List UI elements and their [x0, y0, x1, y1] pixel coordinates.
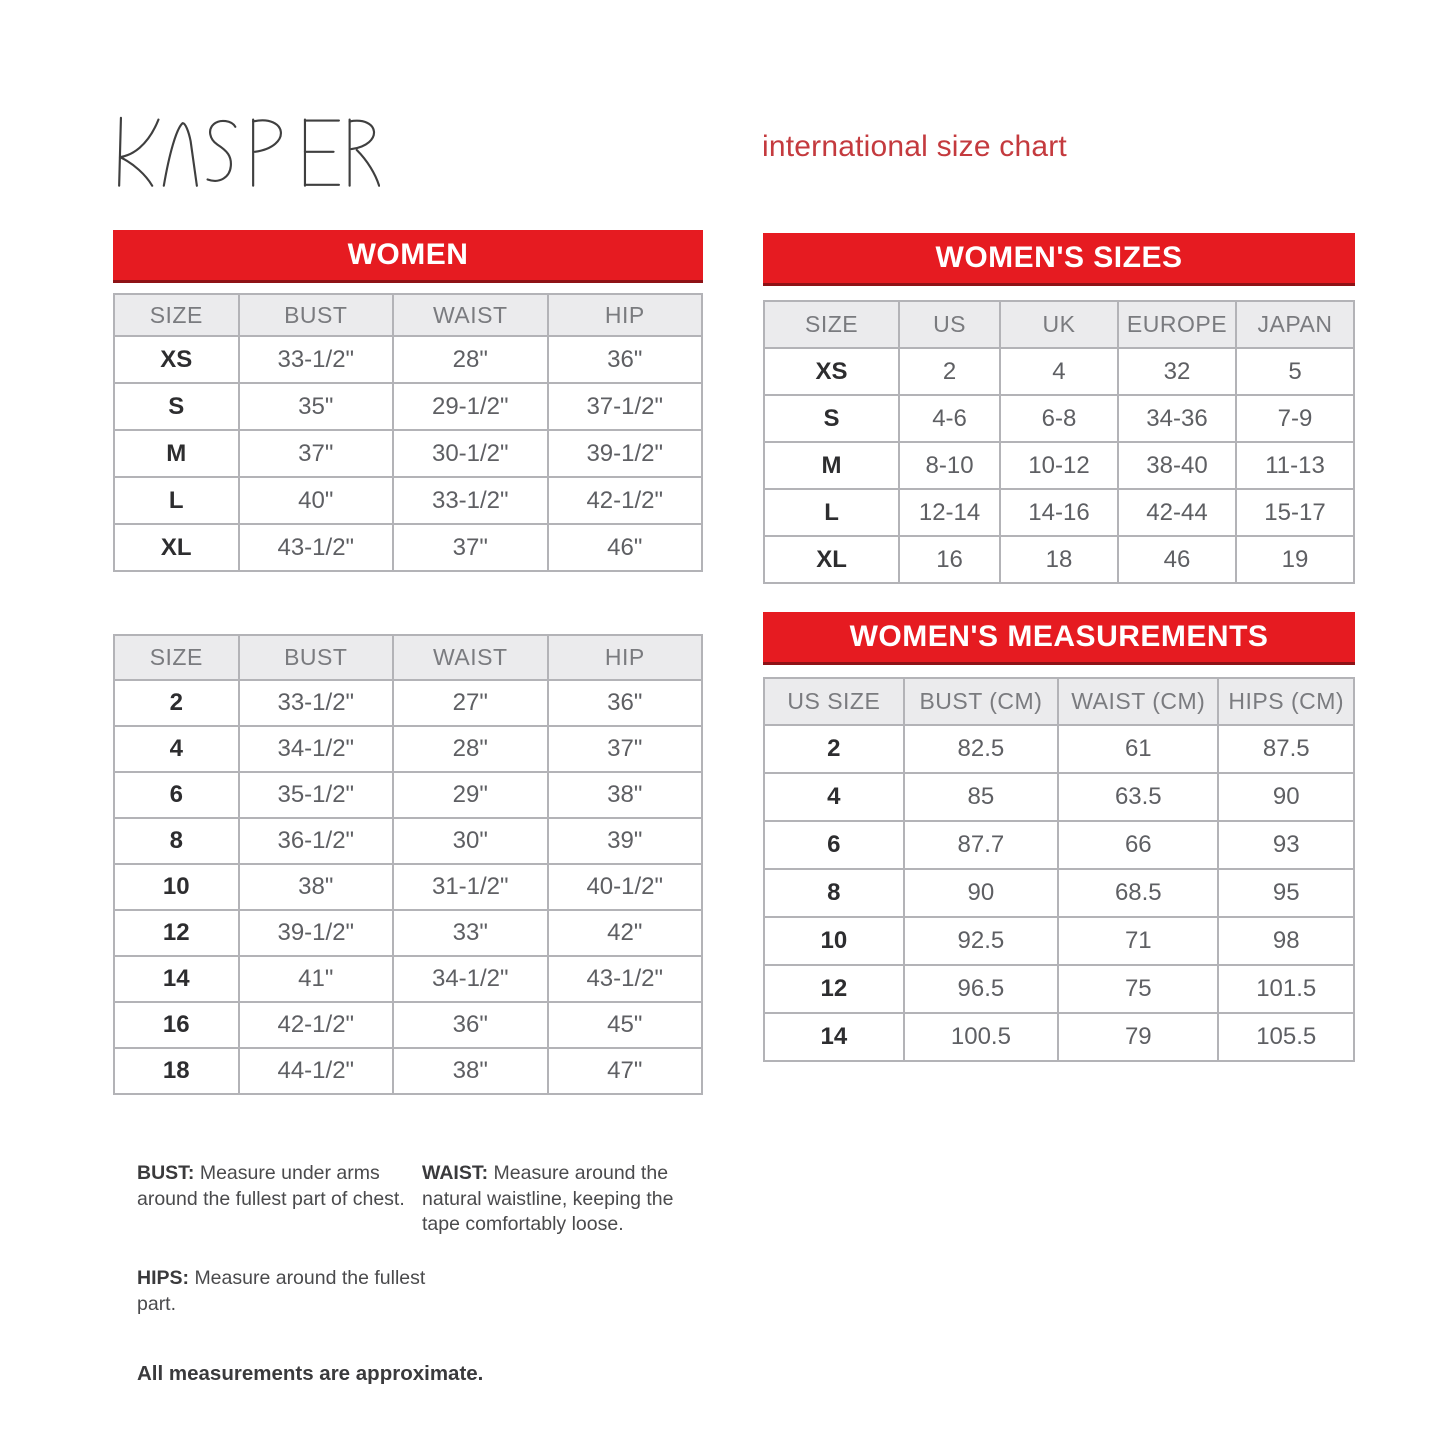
value-cell: 71	[1058, 917, 1218, 965]
women-numeric-size-table	[113, 634, 703, 1095]
note-waist	[422, 1161, 702, 1238]
table-row	[114, 336, 702, 383]
value-cell: 29"	[393, 772, 547, 818]
header-row	[114, 635, 702, 680]
size-cell: L	[114, 477, 239, 524]
value-cell: 2	[899, 348, 1000, 395]
value-cell: 42-1/2"	[548, 477, 703, 524]
table-row	[114, 680, 702, 726]
value-cell: 42"	[548, 910, 703, 956]
note-bust-label: BUST:	[137, 1162, 195, 1184]
column-header-cell: SIZE	[764, 301, 899, 348]
value-cell: 66	[1058, 821, 1218, 869]
women-table-title-bar: WOMEN	[113, 230, 703, 283]
value-cell: 39"	[548, 818, 703, 864]
value-cell: 30"	[393, 818, 547, 864]
value-cell: 101.5	[1218, 965, 1354, 1013]
size-cell: M	[764, 442, 899, 489]
table-row	[764, 536, 1354, 583]
value-cell: 100.5	[904, 1013, 1058, 1061]
value-cell: 34-1/2"	[393, 956, 547, 1002]
value-cell: 68.5	[1058, 869, 1218, 917]
table-row	[114, 1002, 702, 1048]
kasper-logo-art	[112, 104, 380, 196]
value-cell: 41"	[239, 956, 393, 1002]
table-row	[114, 910, 702, 956]
size-cell: 6	[114, 772, 239, 818]
size-cell: S	[114, 383, 239, 430]
value-cell: 4-6	[899, 395, 1000, 442]
table-row	[764, 1013, 1354, 1061]
value-cell: 5	[1236, 348, 1354, 395]
value-cell: 29-1/2"	[393, 383, 547, 430]
right-column	[763, 233, 1355, 1062]
size-cell: XS	[114, 336, 239, 383]
value-cell: 19	[1236, 536, 1354, 583]
value-cell: 37-1/2"	[548, 383, 703, 430]
value-cell: 11-13	[1236, 442, 1354, 489]
size-cell: 4	[114, 726, 239, 772]
page-heading: international size chart	[762, 130, 1067, 163]
measurements-title-bar: WOMEN'S MEASUREMENTS	[763, 612, 1355, 665]
column-header-cell: SIZE	[114, 635, 239, 680]
table-row	[114, 956, 702, 1002]
left-column	[113, 230, 703, 1407]
size-cell: 18	[114, 1048, 239, 1094]
size-cell: M	[114, 430, 239, 477]
value-cell: 8-10	[899, 442, 1000, 489]
value-cell: 12-14	[899, 489, 1000, 536]
table-row	[114, 818, 702, 864]
value-cell: 105.5	[1218, 1013, 1354, 1061]
header-row	[114, 294, 702, 336]
value-cell: 98	[1218, 917, 1354, 965]
value-cell: 45"	[548, 1002, 703, 1048]
value-cell: 34-1/2"	[239, 726, 393, 772]
table-row	[764, 725, 1354, 773]
column-header-cell: SIZE	[114, 294, 239, 336]
size-cell: 2	[114, 680, 239, 726]
value-cell: 6-8	[1000, 395, 1118, 442]
column-header-cell: HIPS (CM)	[1218, 678, 1354, 725]
value-cell: 95	[1218, 869, 1354, 917]
women-alpha-size-table	[113, 293, 703, 572]
value-cell: 82.5	[904, 725, 1058, 773]
measuring-notes	[113, 1161, 703, 1387]
value-cell: 27"	[393, 680, 547, 726]
size-cell: 14	[114, 956, 239, 1002]
intl-sizes-title-bar: WOMEN'S SIZES	[763, 233, 1355, 286]
note-waist-text: Measure around the natural waistline, keeping the tape comfortably loose.	[422, 1162, 674, 1236]
value-cell: 7-9	[1236, 395, 1354, 442]
note-hips	[137, 1266, 437, 1317]
size-cell: 16	[114, 1002, 239, 1048]
column-header-cell: US SIZE	[764, 678, 904, 725]
value-cell: 39-1/2"	[239, 910, 393, 956]
value-cell: 75	[1058, 965, 1218, 1013]
value-cell: 46"	[548, 524, 703, 571]
value-cell: 39-1/2"	[548, 430, 703, 477]
value-cell: 87.7	[904, 821, 1058, 869]
note-bust	[137, 1161, 422, 1238]
value-cell: 42-1/2"	[239, 1002, 393, 1048]
value-cell: 42-44	[1118, 489, 1236, 536]
table-row	[764, 965, 1354, 1013]
size-cell: 8	[114, 818, 239, 864]
value-cell: 33-1/2"	[239, 336, 393, 383]
table-row	[114, 864, 702, 910]
value-cell: 37"	[239, 430, 393, 477]
value-cell: 63.5	[1058, 773, 1218, 821]
value-cell: 38"	[239, 864, 393, 910]
table-row	[114, 430, 702, 477]
table-row	[114, 772, 702, 818]
column-header-cell: EUROPE	[1118, 301, 1236, 348]
size-cell: XS	[764, 348, 899, 395]
value-cell: 43-1/2"	[239, 524, 393, 571]
value-cell: 35"	[239, 383, 393, 430]
column-header-cell: JAPAN	[1236, 301, 1354, 348]
size-cell: 4	[764, 773, 904, 821]
table-row	[114, 1048, 702, 1094]
value-cell: 32	[1118, 348, 1236, 395]
value-cell: 79	[1058, 1013, 1218, 1061]
column-header-cell: WAIST (CM)	[1058, 678, 1218, 725]
column-header-cell: BUST (CM)	[904, 678, 1058, 725]
value-cell: 10-12	[1000, 442, 1118, 489]
value-cell: 18	[1000, 536, 1118, 583]
value-cell: 4	[1000, 348, 1118, 395]
table-row	[114, 524, 702, 571]
value-cell: 33"	[393, 910, 547, 956]
value-cell: 90	[1218, 773, 1354, 821]
header-row	[764, 301, 1354, 348]
value-cell: 15-17	[1236, 489, 1354, 536]
value-cell: 87.5	[1218, 725, 1354, 773]
value-cell: 36"	[548, 680, 703, 726]
column-header-cell: BUST	[239, 294, 393, 336]
table-row	[764, 869, 1354, 917]
column-header-cell: US	[899, 301, 1000, 348]
size-cell: 6	[764, 821, 904, 869]
value-cell: 33-1/2"	[239, 680, 393, 726]
size-cell: XL	[114, 524, 239, 571]
column-header-cell: WAIST	[393, 635, 547, 680]
size-cell: XL	[764, 536, 899, 583]
size-cell: 12	[114, 910, 239, 956]
value-cell: 38-40	[1118, 442, 1236, 489]
column-header-cell: HIP	[548, 635, 703, 680]
value-cell: 37"	[548, 726, 703, 772]
note-waist-label: WAIST:	[422, 1162, 489, 1184]
intl-sizes-table	[763, 300, 1355, 584]
size-cell: S	[764, 395, 899, 442]
value-cell: 44-1/2"	[239, 1048, 393, 1094]
value-cell: 96.5	[904, 965, 1058, 1013]
table-row	[114, 477, 702, 524]
footer-note: All measurements are approximate.	[137, 1361, 484, 1385]
size-cell: 12	[764, 965, 904, 1013]
table-row	[764, 821, 1354, 869]
note-hips-text: Measure around the fullest part.	[137, 1267, 426, 1315]
value-cell: 31-1/2"	[393, 864, 547, 910]
value-cell: 40-1/2"	[548, 864, 703, 910]
size-cell: 14	[764, 1013, 904, 1061]
value-cell: 35-1/2"	[239, 772, 393, 818]
size-cell: 10	[114, 864, 239, 910]
column-header-cell: UK	[1000, 301, 1118, 348]
table-row	[764, 442, 1354, 489]
column-header-cell: HIP	[548, 294, 703, 336]
value-cell: 61	[1058, 725, 1218, 773]
measurements-table	[763, 677, 1355, 1062]
value-cell: 14-16	[1000, 489, 1118, 536]
value-cell: 34-36	[1118, 395, 1236, 442]
value-cell: 28"	[393, 726, 547, 772]
table-row	[764, 917, 1354, 965]
value-cell: 16	[899, 536, 1000, 583]
table-row	[764, 348, 1354, 395]
value-cell: 85	[904, 773, 1058, 821]
column-header-cell: WAIST	[393, 294, 547, 336]
notes-grid	[137, 1161, 703, 1238]
value-cell: 43-1/2"	[548, 956, 703, 1002]
note-hips-label: HIPS:	[137, 1267, 190, 1290]
value-cell: 47"	[548, 1048, 703, 1094]
value-cell: 92.5	[904, 917, 1058, 965]
size-cell: 8	[764, 869, 904, 917]
value-cell: 36"	[548, 336, 703, 383]
table-row	[114, 726, 702, 772]
value-cell: 36-1/2"	[239, 818, 393, 864]
table-row	[764, 489, 1354, 536]
table-row	[114, 383, 702, 430]
kasper-logo	[112, 104, 380, 196]
value-cell: 37"	[393, 524, 547, 571]
value-cell: 28"	[393, 336, 547, 383]
size-cell: 2	[764, 725, 904, 773]
value-cell: 30-1/2"	[393, 430, 547, 477]
size-cell: 10	[764, 917, 904, 965]
value-cell: 46	[1118, 536, 1236, 583]
value-cell: 40"	[239, 477, 393, 524]
value-cell: 93	[1218, 821, 1354, 869]
value-cell: 38"	[393, 1048, 547, 1094]
value-cell: 90	[904, 869, 1058, 917]
table-row	[764, 773, 1354, 821]
table-row	[764, 395, 1354, 442]
column-header-cell: BUST	[239, 635, 393, 680]
value-cell: 33-1/2"	[393, 477, 547, 524]
value-cell: 38"	[548, 772, 703, 818]
size-cell: L	[764, 489, 899, 536]
note-bust-text: Measure under arms around the fullest part of chest.	[137, 1162, 405, 1210]
header-row	[764, 678, 1354, 725]
value-cell: 36"	[393, 1002, 547, 1048]
